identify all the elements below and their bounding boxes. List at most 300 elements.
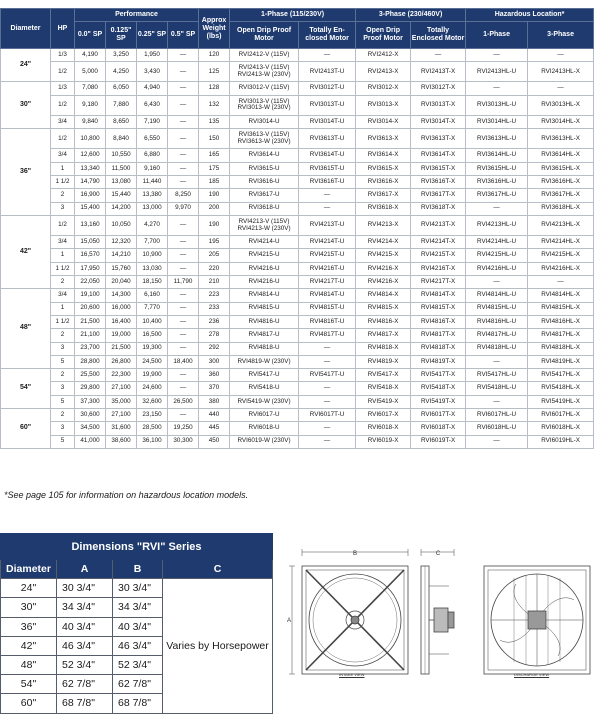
table-row [1, 49, 594, 62]
cell-sp0125: 15,760 [106, 262, 137, 275]
cell-odp3: RVI6017-X [356, 408, 411, 421]
table-row [1, 249, 594, 262]
cell-sp0125: 15,440 [106, 189, 137, 202]
cell-hp: 3/4 [51, 289, 75, 302]
cell-odp: RVI2413-V (115V) RVI2413-W (230V) [230, 62, 299, 82]
cell-odp: RVI3013-V (115V) RVI3013-W (230V) [230, 95, 299, 115]
cell-haz3: RVI6019HL-X [528, 435, 594, 448]
cell-sp05: — [168, 289, 199, 302]
cell-sp0125: 21,500 [106, 342, 137, 355]
cell-hp: 1/2 [51, 215, 75, 235]
cell-sp025: 13,380 [137, 189, 168, 202]
cell-sp0125: 14,200 [106, 202, 137, 215]
cell-sp0125: 6,050 [106, 82, 137, 95]
dim-cell-diameter: 48" [1, 655, 57, 674]
cell-weight: 195 [199, 236, 230, 249]
cell-odp: RVI6017-U [230, 408, 299, 421]
cell-haz3: RVI3616HL-X [528, 176, 594, 189]
cell-haz3: RVI4215HL-X [528, 249, 594, 262]
dim-cell-a: 34 3/4" [57, 598, 113, 617]
cell-sp0125: 12,320 [106, 236, 137, 249]
cell-haz3: RVI3614HL-X [528, 149, 594, 162]
cell-weight: 165 [199, 149, 230, 162]
cell-sp0125: 8,650 [106, 115, 137, 128]
cell-tenc: RVI4817T-U [299, 329, 356, 342]
cell-tenc3: RVI4215T-X [411, 249, 466, 262]
cell-odp3: RVI5417-X [356, 369, 411, 382]
table-row [1, 189, 594, 202]
cell-sp05: 19,250 [168, 422, 199, 435]
cell-hp: 1/2 [51, 62, 75, 82]
cell-hp: 1 [51, 162, 75, 175]
cell-odp3: RVI6018-X [356, 422, 411, 435]
side-view-drawing [421, 549, 454, 674]
intake-view-drawing [289, 549, 408, 674]
cell-odp3: RVI5418-X [356, 382, 411, 395]
header-haz3: 3-Phase [528, 22, 594, 49]
cell-weight: 200 [199, 202, 230, 215]
cell-hp: 2 [51, 276, 75, 289]
cell-haz1: — [466, 276, 528, 289]
cell-odp3: RVI3614-X [356, 149, 411, 162]
cell-haz3: RVI3617HL-X [528, 189, 594, 202]
cell-odp: RVI4817-U [230, 329, 299, 342]
cell-tenc: RVI4815T-U [299, 302, 356, 315]
dim-cell-a: 46 3/4" [57, 636, 113, 655]
cell-sp0: 37,300 [75, 395, 106, 408]
cell-hp: 1/3 [51, 49, 75, 62]
cell-sp0125: 20,040 [106, 276, 137, 289]
table-row [1, 149, 594, 162]
cell-hp: 3/4 [51, 236, 75, 249]
cell-haz1: RVI4815HL-U [466, 302, 528, 315]
cell-haz1: — [466, 435, 528, 448]
cell-tenc3: RVI6018T-X [411, 422, 466, 435]
cell-hp: 1 1/2 [51, 315, 75, 328]
cell-hp: 5 [51, 355, 75, 368]
cell-weight: 380 [199, 395, 230, 408]
cell-sp05: — [168, 215, 199, 235]
cell-hp: 1/2 [51, 129, 75, 149]
cell-haz3: RVI4816HL-X [528, 315, 594, 328]
cell-odp: RVI4214-U [230, 236, 299, 249]
cell-odp: RVI2412-V (115V) [230, 49, 299, 62]
cell-haz3: RVI4214HL-X [528, 236, 594, 249]
cell-sp0125: 26,800 [106, 355, 137, 368]
cell-tenc3: RVI4213T-X [411, 215, 466, 235]
header-weight: Approx Weight (lbs) [199, 9, 230, 49]
cell-hp: 3 [51, 202, 75, 215]
cell-haz1: RVI4814HL-U [466, 289, 528, 302]
cell-odp: RVI5419-W (230V) [230, 395, 299, 408]
cell-odp: RVI4815-U [230, 302, 299, 315]
spec-table-body [1, 49, 594, 449]
table-row [1, 342, 594, 355]
cell-odp: RVI3618-U [230, 202, 299, 215]
table-row [1, 422, 594, 435]
cell-weight: 125 [199, 62, 230, 82]
cell-weight: 445 [199, 422, 230, 435]
header-odp3: Open Drip Proof Motor [356, 22, 411, 49]
header-tenc: Totally En-closed Motor [299, 22, 356, 49]
cell-odp3: RVI3616-X [356, 176, 411, 189]
cell-tenc3: RVI3618T-X [411, 202, 466, 215]
table-row [1, 82, 594, 95]
cell-sp0125: 27,100 [106, 382, 137, 395]
cell-sp05: — [168, 129, 199, 149]
cell-sp05: 30,300 [168, 435, 199, 448]
cell-tenc: — [299, 382, 356, 395]
cell-haz3: RVI4216HL-X [528, 262, 594, 275]
table-row [1, 382, 594, 395]
cell-odp3: RVI2412-X [356, 49, 411, 62]
cell-hp: 1 1/2 [51, 262, 75, 275]
cell-tenc3: RVI3012T-X [411, 82, 466, 95]
cell-haz1: RVI4817HL-U [466, 329, 528, 342]
dim-cell-b: 30 3/4" [113, 579, 163, 598]
cell-weight: 205 [199, 249, 230, 262]
cell-sp0: 13,340 [75, 162, 106, 175]
cell-haz3: RVI4815HL-X [528, 302, 594, 315]
cell-tenc3: RVI5419T-X [411, 395, 466, 408]
cell-sp025: 19,900 [137, 369, 168, 382]
cell-tenc: — [299, 355, 356, 368]
cell-odp: RVI5418-U [230, 382, 299, 395]
cell-odp3: RVI6019-X [356, 435, 411, 448]
cell-haz3: RVI2413HL-X [528, 62, 594, 82]
cell-sp05: — [168, 329, 199, 342]
cell-weight: 135 [199, 115, 230, 128]
dim-cell-b: 68 7/8" [113, 694, 163, 713]
table-row [1, 276, 594, 289]
cell-odp3: RVI4215-X [356, 249, 411, 262]
cell-sp0: 9,840 [75, 115, 106, 128]
cell-sp025: 6,550 [137, 129, 168, 149]
header-sp025: 0.25" SP [137, 22, 168, 49]
dim-cell-a: 68 7/8" [57, 694, 113, 713]
cell-tenc3: RVI4818T-X [411, 342, 466, 355]
cell-sp025: 7,770 [137, 302, 168, 315]
cell-tenc: — [299, 49, 356, 62]
cell-sp0: 9,180 [75, 95, 106, 115]
label-a: A [287, 618, 292, 624]
cell-odp3: RVI4213-X [356, 215, 411, 235]
cell-sp0: 16,900 [75, 189, 106, 202]
cell-tenc3: RVI4216T-X [411, 262, 466, 275]
table-row [1, 95, 594, 115]
cell-tenc: RVI3014T-U [299, 115, 356, 128]
dim-cell-b: 62 7/8" [113, 675, 163, 694]
cell-odp: RVI3615-U [230, 162, 299, 175]
cell-haz3: RVI5419HL-X [528, 395, 594, 408]
cell-tenc3: RVI5418T-X [411, 382, 466, 395]
cell-sp0125: 22,300 [106, 369, 137, 382]
cell-sp0: 23,700 [75, 342, 106, 355]
cell-tenc3: RVI2413T-X [411, 62, 466, 82]
table-row [1, 395, 594, 408]
cell-tenc: RVI4816T-U [299, 315, 356, 328]
cell-weight: 440 [199, 408, 230, 421]
cell-weight: 223 [199, 289, 230, 302]
cell-sp0125: 10,050 [106, 215, 137, 235]
cell-odp3: RVI4819-X [356, 355, 411, 368]
cell-sp05: 11,790 [168, 276, 199, 289]
cell-odp: RVI3617-U [230, 189, 299, 202]
cell-tenc3: RVI3614T-X [411, 149, 466, 162]
cell-odp3: RVI4817-X [356, 329, 411, 342]
cell-weight: 292 [199, 342, 230, 355]
cell-tenc: RVI3613T-U [299, 129, 356, 149]
cell-tenc: RVI3615T-U [299, 162, 356, 175]
cell-sp0125: 11,500 [106, 162, 137, 175]
cell-hp: 1 1/2 [51, 176, 75, 189]
cell-hp: 1 [51, 302, 75, 315]
cell-weight: 210 [199, 276, 230, 289]
cell-sp025: 13,030 [137, 262, 168, 275]
diameter-cell: 36" [1, 129, 51, 216]
cell-sp0125: 16,400 [106, 315, 137, 328]
cell-hp: 2 [51, 369, 75, 382]
header-tenc3: Totally Enclosed Motor [411, 22, 466, 49]
cell-sp025: 6,880 [137, 149, 168, 162]
cell-tenc: RVI6017T-U [299, 408, 356, 421]
cell-weight: 185 [199, 176, 230, 189]
cell-sp025: 18,150 [137, 276, 168, 289]
cell-odp3: RVI5419-X [356, 395, 411, 408]
dim-cell-diameter: 36" [1, 617, 57, 636]
cell-haz3: — [528, 49, 594, 62]
cell-tenc: RVI4216T-U [299, 262, 356, 275]
cell-tenc3: — [411, 49, 466, 62]
header-sp05: 0.5" SP [168, 22, 199, 49]
cell-odp: RVI4816-U [230, 315, 299, 328]
header-hazardous: Hazardous Location* [466, 9, 594, 22]
cell-sp0: 41,000 [75, 435, 106, 448]
cell-weight: 190 [199, 189, 230, 202]
cell-sp025: 19,300 [137, 342, 168, 355]
cell-hp: 3 [51, 382, 75, 395]
cell-odp3: RVI4814-X [356, 289, 411, 302]
cell-weight: 370 [199, 382, 230, 395]
cell-haz3: — [528, 82, 594, 95]
cell-haz3: RVI4817HL-X [528, 329, 594, 342]
cell-tenc: — [299, 342, 356, 355]
cell-haz1: — [466, 202, 528, 215]
cell-sp025: 6,160 [137, 289, 168, 302]
dim-header-a: A [57, 560, 113, 579]
cell-odp3: RVI4216-X [356, 276, 411, 289]
cell-sp025: 7,190 [137, 115, 168, 128]
cell-sp0: 21,100 [75, 329, 106, 342]
cell-odp3: RVI4818-X [356, 342, 411, 355]
cell-sp0: 29,800 [75, 382, 106, 395]
fan-drawings-svg [284, 548, 594, 683]
cell-haz1: RVI3613HL-U [466, 129, 528, 149]
cell-tenc: RVI4217T-U [299, 276, 356, 289]
header-single-phase: 1-Phase (115/230V) [230, 9, 356, 22]
cell-odp3: RVI3617-X [356, 189, 411, 202]
cell-sp05: — [168, 162, 199, 175]
cell-sp0: 20,600 [75, 302, 106, 315]
cell-sp05: — [168, 49, 199, 62]
cell-tenc: — [299, 202, 356, 215]
cell-sp05: 9,970 [168, 202, 199, 215]
cell-odp3: RVI3618-X [356, 202, 411, 215]
fan-dimension-drawings [284, 548, 594, 683]
cell-odp3: RVI2413-X [356, 62, 411, 82]
header-diameter: Diameter [1, 9, 51, 49]
cell-sp0125: 14,210 [106, 249, 137, 262]
cell-tenc: RVI4214T-U [299, 236, 356, 249]
cell-hp: 2 [51, 408, 75, 421]
cell-haz3: RVI4213HL-X [528, 215, 594, 235]
label-b: B [352, 551, 358, 557]
dim-cell-diameter: 60" [1, 694, 57, 713]
cell-haz3: RVI3615HL-X [528, 162, 594, 175]
dim-cell-a: 52 3/4" [57, 655, 113, 674]
table-row [1, 62, 594, 82]
cell-haz1: RVI4216HL-U [466, 262, 528, 275]
cell-sp0125: 13,080 [106, 176, 137, 189]
cell-sp0: 25,500 [75, 369, 106, 382]
cell-sp05: — [168, 369, 199, 382]
cell-haz3: RVI6017HL-X [528, 408, 594, 421]
cell-haz3: RVI3013HL-X [528, 95, 594, 115]
table-row [1, 315, 594, 328]
cell-sp025: 23,150 [137, 408, 168, 421]
cell-odp: RVI4215-U [230, 249, 299, 262]
cell-sp0125: 8,840 [106, 129, 137, 149]
cell-sp025: 10,900 [137, 249, 168, 262]
cell-tenc: RVI4814T-U [299, 289, 356, 302]
cell-hp: 5 [51, 395, 75, 408]
cell-tenc: RVI3012T-U [299, 82, 356, 95]
table-row [1, 176, 594, 189]
cell-odp: RVI4216-U [230, 262, 299, 275]
cell-sp05: — [168, 408, 199, 421]
cell-sp0: 13,160 [75, 215, 106, 235]
cell-haz3: RVI4818HL-X [528, 342, 594, 355]
table-row [1, 289, 594, 302]
cell-tenc: — [299, 395, 356, 408]
cell-sp05: — [168, 95, 199, 115]
cell-odp: RVI5417-U [230, 369, 299, 382]
cell-hp: 3/4 [51, 115, 75, 128]
dim-cell-diameter: 30" [1, 598, 57, 617]
cell-sp05: — [168, 149, 199, 162]
cell-tenc3: RVI3615T-X [411, 162, 466, 175]
cell-sp0125: 7,880 [106, 95, 137, 115]
cell-odp3: RVI4815-X [356, 302, 411, 315]
cell-haz1: RVI4213HL-U [466, 215, 528, 235]
cell-haz1: RVI3614HL-U [466, 149, 528, 162]
cell-sp0: 19,100 [75, 289, 106, 302]
table-row [1, 162, 594, 175]
cell-sp05: — [168, 82, 199, 95]
cell-weight: 220 [199, 262, 230, 275]
cell-sp05: — [168, 302, 199, 315]
cell-sp05: — [168, 115, 199, 128]
cell-sp0: 30,600 [75, 408, 106, 421]
table-row [1, 236, 594, 249]
cell-odp3: RVI4216-X [356, 262, 411, 275]
table-row [1, 262, 594, 275]
cell-sp025: 9,160 [137, 162, 168, 175]
dim-cell-a: 30 3/4" [57, 579, 113, 598]
cell-sp0125: 35,000 [106, 395, 137, 408]
cell-haz1: RVI6018HL-U [466, 422, 528, 435]
cell-hp: 3/4 [51, 149, 75, 162]
table-row [1, 302, 594, 315]
cell-sp05: — [168, 262, 199, 275]
dim-cell-b: 52 3/4" [113, 655, 163, 674]
cell-sp05: 8,250 [168, 189, 199, 202]
cell-weight: 233 [199, 302, 230, 315]
dim-cell-a: 62 7/8" [57, 675, 113, 694]
dim-cell-b: 34 3/4" [113, 598, 163, 617]
cell-sp0125: 14,300 [106, 289, 137, 302]
cell-hp: 3 [51, 422, 75, 435]
cell-odp: RVI3014-U [230, 115, 299, 128]
cell-sp025: 3,430 [137, 62, 168, 82]
dim-cell-b: 46 3/4" [113, 636, 163, 655]
diameter-cell: 24" [1, 49, 51, 82]
cell-tenc: RVI4213T-U [299, 215, 356, 235]
cell-tenc3: RVI6019T-X [411, 435, 466, 448]
cell-sp05: 26,500 [168, 395, 199, 408]
dimensions-table [0, 533, 273, 714]
diameter-cell: 30" [1, 82, 51, 129]
dim-cell-b: 40 3/4" [113, 617, 163, 636]
cell-sp0: 22,050 [75, 276, 106, 289]
discharge-view-drawing [484, 566, 590, 674]
dim-row [1, 579, 273, 598]
cell-tenc3: RVI3613T-X [411, 129, 466, 149]
cell-sp0: 34,500 [75, 422, 106, 435]
cell-weight: 120 [199, 49, 230, 62]
cell-weight: 300 [199, 355, 230, 368]
table-row [1, 408, 594, 421]
cell-tenc3: RVI3617T-X [411, 189, 466, 202]
cell-tenc3: RVI4217T-X [411, 276, 466, 289]
cell-tenc: — [299, 422, 356, 435]
header-sp0: 0.0" SP [75, 22, 106, 49]
header-performance: Performance [75, 9, 199, 22]
cell-tenc3: RVI4815T-X [411, 302, 466, 315]
fan-spec-table [0, 8, 594, 449]
dim-cell-a: 40 3/4" [57, 617, 113, 636]
cell-sp025: 10,400 [137, 315, 168, 328]
cell-sp025: 16,500 [137, 329, 168, 342]
cell-sp025: 11,440 [137, 176, 168, 189]
cell-sp025: 24,600 [137, 382, 168, 395]
cell-haz3: — [528, 276, 594, 289]
cell-haz1: RVI4816HL-U [466, 315, 528, 328]
table-row [1, 355, 594, 368]
cell-weight: 236 [199, 315, 230, 328]
table-row [1, 129, 594, 149]
cell-haz1: RVI5417HL-U [466, 369, 528, 382]
dim-cell-diameter: 54" [1, 675, 57, 694]
cell-haz3: RVI3613HL-X [528, 129, 594, 149]
diameter-cell: 54" [1, 369, 51, 409]
cell-sp05: — [168, 236, 199, 249]
cell-odp3: RVI3012-X [356, 82, 411, 95]
cell-sp0: 14,790 [75, 176, 106, 189]
cell-odp3: RVI3615-X [356, 162, 411, 175]
cell-haz1: — [466, 355, 528, 368]
dim-header-c: C [163, 560, 273, 579]
